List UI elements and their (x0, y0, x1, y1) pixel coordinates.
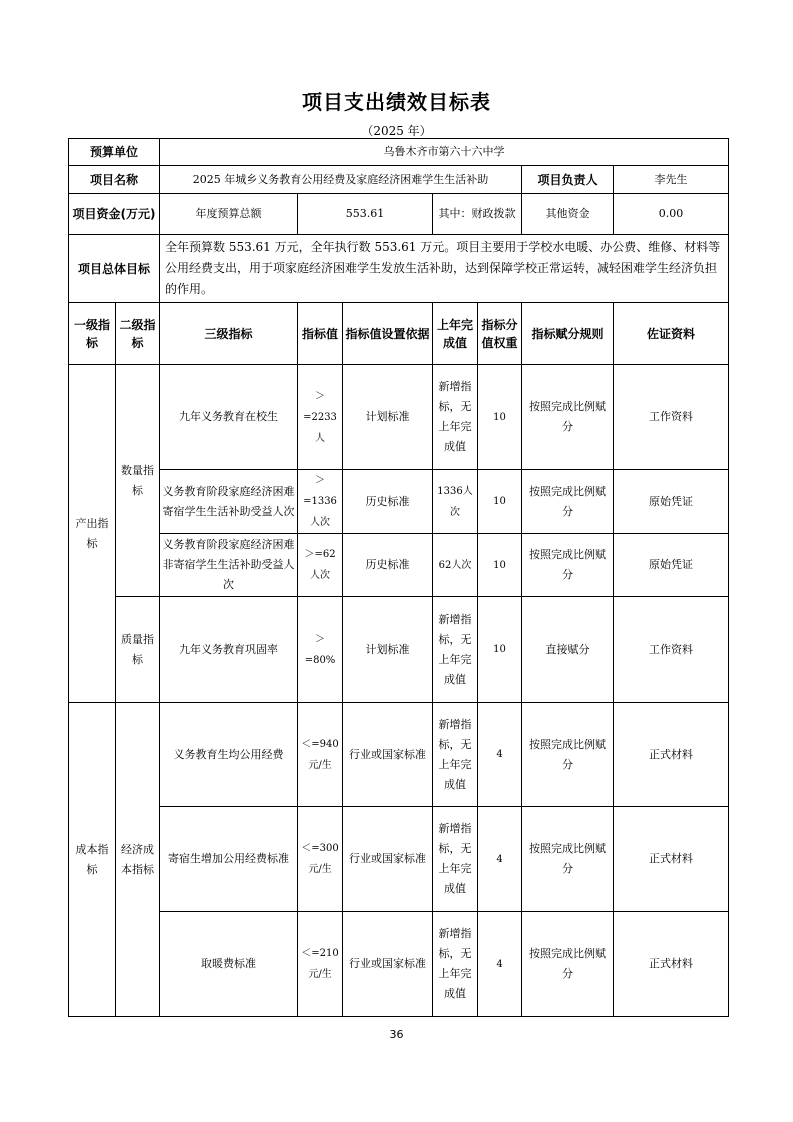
budget-unit-label: 预算单位 (69, 139, 160, 166)
indicator-rule: 直接赋分 (522, 597, 614, 703)
indicator-name: 义务教育生均公用经费 (160, 703, 298, 807)
indicator-weight: 10 (478, 597, 522, 703)
annual-budget-value: 553.61 (298, 194, 433, 235)
header-evidence: 佐证资料 (614, 303, 729, 365)
indicator-name: 九年义务教育巩固率 (160, 597, 298, 703)
project-name-label: 项目名称 (69, 166, 160, 194)
header-basis: 指标值设置依据 (343, 303, 433, 365)
indicator-value: ＞=2233人 (298, 365, 343, 470)
indicator-evidence: 正式材料 (614, 807, 729, 912)
header-value: 指标值 (298, 303, 343, 365)
indicator-name: 寄宿生增加公用经费标准 (160, 807, 298, 912)
indicator-last-year: 1336人次 (433, 470, 478, 534)
project-name-value: 2025 年城乡义务教育公用经费及家庭经济困难学生生活补助 (160, 166, 522, 194)
project-lead-value: 李先生 (614, 166, 729, 194)
indicator-weight: 10 (478, 534, 522, 597)
indicator-value: ＜=940元/生 (298, 703, 343, 807)
performance-target-table (68, 138, 729, 1017)
annual-budget-label: 年度预算总额 (160, 194, 298, 235)
indicator-rule: 按照完成比例赋分 (522, 365, 614, 470)
header-last-year: 上年完成值 (433, 303, 478, 365)
indicator-last-year: 新增指标，无上年完成值 (433, 703, 478, 807)
indicator-evidence: 原始凭证 (614, 534, 729, 597)
indicator-basis: 历史标准 (343, 534, 433, 597)
indicator-evidence: 工作资料 (614, 365, 729, 470)
indicator-name: 九年义务教育在校生 (160, 365, 298, 470)
indicator-last-year: 新增指标，无上年完成值 (433, 807, 478, 912)
overall-goal-label: 项目总体目标 (69, 235, 160, 303)
indicator-rule: 按照完成比例赋分 (522, 807, 614, 912)
indicator-basis: 计划标准 (343, 365, 433, 470)
indicator-value: ＜=210元/生 (298, 912, 343, 1017)
overall-goal-text: 全年预算数 553.61 万元，全年执行数 553.61 万元。项目主要用于学校水电暖、办公费、维修、材料等公用经费支出，用于项家庭经济困难学生发放生活补助，达到保障学校正常运转，减轻困难学生经济负担的作用。 (160, 235, 729, 303)
fiscal-label: 其中：财政拨款 (433, 194, 522, 235)
header-weight: 指标分值权重 (478, 303, 522, 365)
indicator-value: ＞=80% (298, 597, 343, 703)
other-funds-label: 其他资金 (522, 194, 614, 235)
other-funds-value: 0.00 (614, 194, 729, 235)
indicator-basis: 计划标准 (343, 597, 433, 703)
indicator-name: 义务教育阶段家庭经济困难寄宿学生生活补助受益人次 (160, 470, 298, 534)
indicator-basis: 行业或国家标准 (343, 703, 433, 807)
indicator-evidence: 正式材料 (614, 912, 729, 1017)
group-cost: 成本指标 (69, 703, 116, 1017)
indicator-value: ＜=300元/生 (298, 807, 343, 912)
indicator-evidence: 原始凭证 (614, 470, 729, 534)
indicator-last-year: 新增指标，无上年完成值 (433, 365, 478, 470)
header-level1: 一级指标 (69, 303, 116, 365)
group-output: 产出指标 (69, 365, 116, 703)
indicator-value: ＞=1336人次 (298, 470, 343, 534)
indicator-evidence: 工作资料 (614, 597, 729, 703)
indicator-evidence: 正式材料 (614, 703, 729, 807)
page-number: 36 (389, 1028, 404, 1041)
project-lead-label: 项目负责人 (522, 166, 614, 194)
indicator-basis: 行业或国家标准 (343, 912, 433, 1017)
funds-label: 项目资金(万元) (69, 194, 160, 235)
indicator-rule: 按照完成比例赋分 (522, 912, 614, 1017)
indicator-weight: 10 (478, 470, 522, 534)
indicator-weight: 10 (478, 365, 522, 470)
page-title: 项目支出绩效目标表 (302, 90, 491, 114)
year-label: （2025 年） (361, 124, 432, 138)
indicator-rule: 按照完成比例赋分 (522, 470, 614, 534)
header-level3: 三级指标 (160, 303, 298, 365)
indicator-last-year: 62人次 (433, 534, 478, 597)
budget-unit-value: 乌鲁木齐市第六十六中学 (160, 139, 729, 166)
indicator-value: ＞=62人次 (298, 534, 343, 597)
indicator-rule: 按照完成比例赋分 (522, 534, 614, 597)
indicator-name: 取暖费标准 (160, 912, 298, 1017)
indicator-last-year: 新增指标，无上年完成值 (433, 597, 478, 703)
indicator-basis: 历史标准 (343, 470, 433, 534)
indicator-basis: 行业或国家标准 (343, 807, 433, 912)
indicator-weight: 4 (478, 703, 522, 807)
indicator-weight: 4 (478, 912, 522, 1017)
indicator-name: 义务教育阶段家庭经济困难非寄宿学生生活补助受益人次 (160, 534, 298, 597)
group-economic-cost: 经济成本指标 (116, 703, 160, 1017)
header-level2: 二级指标 (116, 303, 160, 365)
indicator-last-year: 新增指标，无上年完成值 (433, 912, 478, 1017)
indicator-weight: 4 (478, 807, 522, 912)
group-quantity: 数量指标 (116, 365, 160, 597)
header-rule: 指标赋分规则 (522, 303, 614, 365)
indicator-rule: 按照完成比例赋分 (522, 703, 614, 807)
group-quality: 质量指标 (116, 597, 160, 703)
